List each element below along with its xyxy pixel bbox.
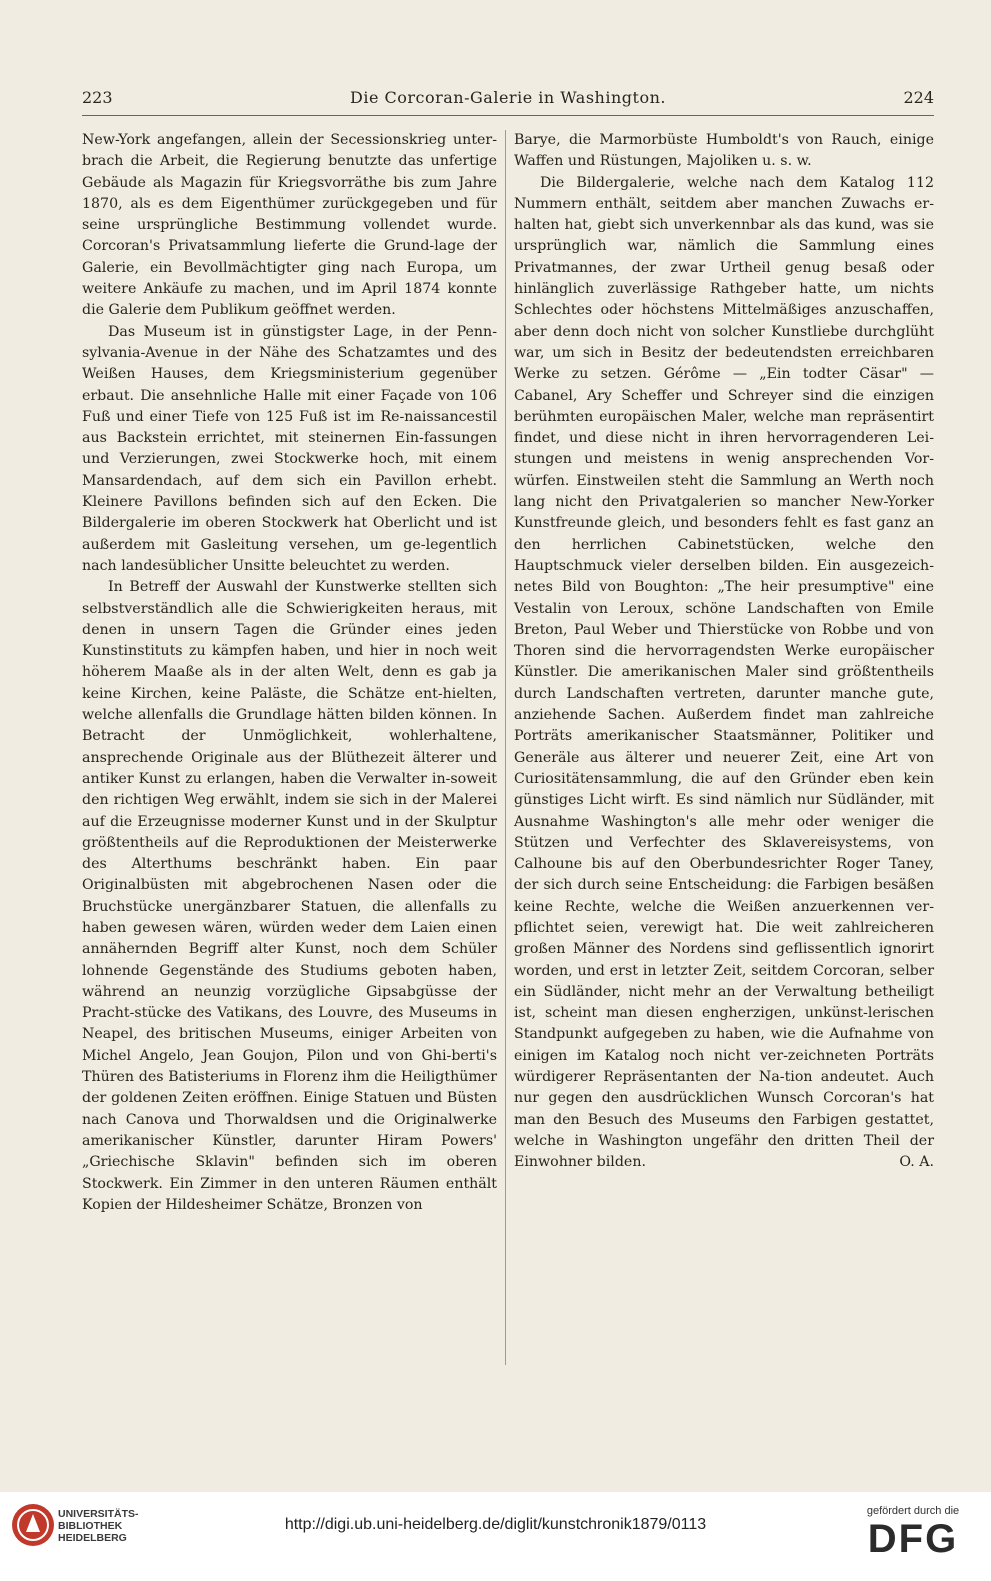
funded-by-label: gefördert durch die [866, 1505, 960, 1517]
paragraph: Das Museum ist in günstigster Lage, in der Penn-sylvania-Avenue in der Nähe des Schatzamtes und des Weißen Hauses, dem Kriegsministerium gegenüber erbaut. Die ansehnliche Halle mit einer Façade von 106 Fuß und einer Tiefe von 125 Fuß ist im Re-naissancestil aus Backstein errichtet, mit steinernen Ein-fassungen und Verzierungen, zwei Stockwerke hoch, mit einem Mansardendach, auf dem sich ein Pavillon erhebt. Kleinere Pavillons befinden sich auf den Ecken. Die Bildergalerie im oberen Stockwerk hat Oberlicht und ist außerdem mit Gasleitung versehen, um ge-legentlich nach landesüblicher Unsitte beleuchtet zu werden. [82, 323, 497, 574]
paragraph: Barye, die Marmorbüste Humboldt's von Rauch, einige Waffen und Rüstungen, Majoliken u. s. w. [514, 132, 934, 170]
library-line: BIBLIOTHEK [58, 1520, 123, 1532]
permalink-url[interactable]: http://digi.ub.uni-heidelberg.de/diglit/kunstchronik1879/0113 [284, 1516, 707, 1533]
library-line: UNIVERSITÄTS- [58, 1508, 139, 1520]
right-column [514, 130, 934, 1174]
page-number-right: 224 [903, 88, 934, 107]
header-rule [82, 115, 934, 116]
paragraph: In Betreff der Auswahl der Kunstwerke stellten sich selbstverständlich alle die Schwierigkeiten heraus, mit denen in unsern Tagen die Gründer eines jeden Kunstinstituts zu kämpfen haben, und hier in noch weit höherem Maaße als in der alten Welt, denn es gab ja keine Kirchen, keine Paläste, die Schätze ent-hielten, welche allenfalls die Grundlage hätten bilden können. In Betracht der Unmöglichkeit, wohlerhaltene, ansprechende Originale aus der Blüthezeit älterer und antiker Kunst zu erlangen, haben die Verwalter in-soweit den richtigen Weg erwählt, indem sie sich in der Malerei auf die Erzeugnisse moderner Kunst und in der Skulptur größtentheils auf die Reproduktionen der Meisterwerke des Alterthums beschränkt haben. Ein paar Originalbüsten mit abgebrochenen Nasen oder die Bruchstücke unergänzbarer Statuen, die allenfalls zu haben gewesen wären, würden weder dem Laien einen annähernden Begriff alter Kunst, noch dem Schüler lohnende Gegenstände des Studiums geboten haben, während an neunzig vorzügliche Gipsabgüsse der Pracht-stücke des Vatikans, des Louvre, des Museums in Neapel, des britischen Museums, einiger Arbeiten von Michel Angelo, Jean Goujon, Pilon und von Ghi-berti's Thüren des Batisteriums in Florenz ihm die Heiligthümer der goldenen Zeiten eröffnen. Einige Statuen und Büsten nach Canova und Thorwaldsen und die Originalwerke amerikanischer Künstler, darunter Hiram Powers' „Griechische Sklavin" befinden sich im oberen Stockwerk. Ein Zimmer in den unteren Räumen enthält Kopien der Hildesheimer Schätze, Bronzen von [82, 579, 497, 1213]
column-divider [505, 130, 506, 1365]
left-column [82, 130, 497, 1216]
paragraph: New-York angefangen, allein der Secessionskrieg unter-brach die Arbeit, die Regierung benutzte das unfertige Gebäude als Magazin für Kriegsvorräthe bis zum Jahre 1870, als es dem Eigenthümer zurückgegeben und für seine ursprüngliche Bestimmung vollendet wurde. Corcoran's Privatsammlung lieferte die Grund-lage der Galerie, ein Bevollmächtigter ging nach Europa, um weitere Ankäufe zu machen, und im April 1874 konnte die Galerie dem Publikum geöffnet werden. [82, 132, 497, 319]
library-line: HEIDELBERG [58, 1532, 127, 1544]
running-title: Die Corcoran-Galerie in Washington. [350, 88, 666, 107]
paragraph: Die Bildergalerie, welche nach dem Katalog 112 Nummern enthält, seitdem aber manchen Zuwachs er-halten hat, giebt sich unverkennbar als das kund, was sie ursprünglich war, nämlich die Sammlung eines Privatmannes, der zwar Urtheil genug besaß oder hinlänglich zuverlässige Rathgeber hatte, um nichts Schlechtes oder höchstens Mittelmäßiges anzuschaffen, aber denn doch nicht von solcher Kunstliebe durchglüht war, um sich in Besitz der bedeutendsten erreichbaren Werke zu setzen. Gérôme — „Ein todter Cäsar" — Cabanel, Ary Scheffer und Schreyer sind die einzigen berühmten europäischen Maler, welche man repräsentirt findet, und diese nicht in ihren hervorragenderen Lei-stungen und meistens in wenig ansprechenden Vor-würfen. Einstweilen steht die Sammlung an Werth noch lang nicht den Privatgalerien so mancher New-Yorker Kunstfreunde gleich, und besonders fehlt es fast ganz an den herrlichen Cabinetstücken, welche den Hauptschmuck vieler derselben bilden. Ein ausgezeich-netes Bild von Boughton: „The heir presumptive" eine Vestalin von Leroux, schöne Landschaften von Emile Breton, Paul Weber und Thierstücke von Robbe und von Thoren sind die hervorragendsten Werke europäischer Künstler. Die amerikanischen Maler sind größtentheils durch Landschaften vertreten, darunter manche gute, anziehende Sachen. Außerdem findet man zahlreiche Porträts amerikanischer Staatsmänner, Politiker und Generäle aus älterer und neuerer Zeit, eine Art von Curiositätensammlung, die auf den Gründer eben kein günstiges Licht wirft. Es sind nämlich nur Südländer, mit Ausnahme Washington's alle mehr oder weniger die Stützen und Verfechter des Sklavereisystems, von Calhoune bis auf den Oberbundesrichter Roger Taney, der sich durch seine Entscheidung: die Farbigen besäßen keine Rechte, welche die Weißen anzuerkennen ver-pflichtet seien, verewigt hat. Die weit zahlreicheren großen Männer des Nordens sind geflissentlich ignorirt worden, und erst in letzter Zeit, seitdem Corcoran, selber ein Südländer, nicht mehr an der Verwaltung betheiligt ist, scheint man diesen engherzigen, unkünst-lerischen Standpunkt aufgegeben zu haben, wie die Aufnahme von einigen im Katalog noch nicht ver-zeichneten Porträts würdigerer Repräsentanten der Na-tion andeutet. Auch nur gegen den ausdrücklichen Wunsch Corcoran's hat man den Besuch des Museums den Farbigen gestattet, welche in Washington ungefähr den dritten Theil der Einwohner bilden. [514, 174, 934, 1171]
running-header [82, 88, 934, 112]
page-number-left: 223 [82, 88, 113, 107]
paragraph-with-signature [514, 173, 934, 1174]
footer-bar [0, 1492, 991, 1581]
funder-block [853, 1505, 973, 1561]
dfg-logo: DFG [867, 1517, 959, 1561]
signature: O. A. [899, 1154, 934, 1171]
